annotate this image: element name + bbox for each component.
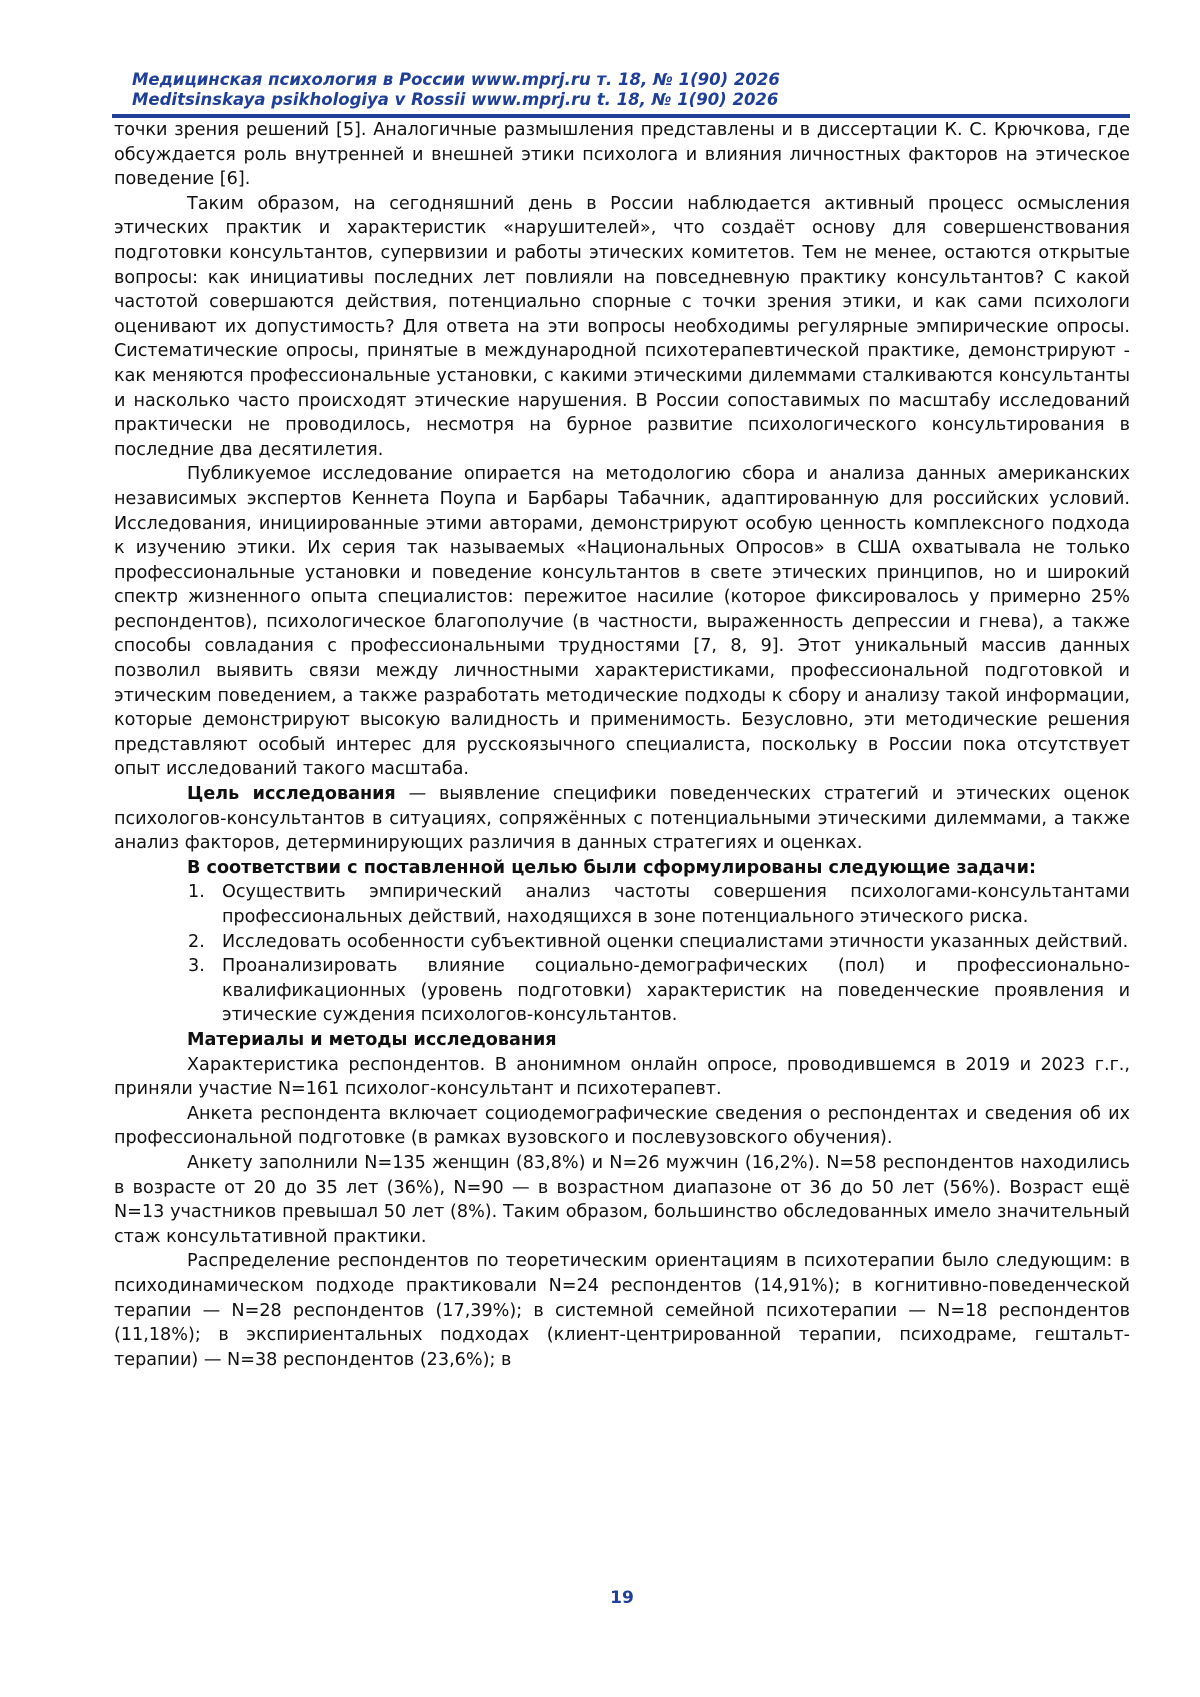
paragraph-context: Таким образом, на сегодняшний день в России наблюдается активный процесс осмысления этических практик и характеристик «нарушителей», что создаёт основу для совершенствования подготовки консультантов, супервизии и работы этических комитетов. Тем не менее, остаются открытые вопросы: как инициативы последних лет повлияли на повседневную практику консультантов? С какой частотой совершаются действия, потенциально спорные с точки зрения этики, и как сами психологи оценивают их допустимость? Для ответа на эти вопросы необходимы регулярные эмпирические опросы. Систематические опросы, принятые в международной психотерапевтической практике, демонстрируют - как меняются профессиональные установки, с какими этическими дилеммами сталкиваются консультанты и насколько часто происходят этические нарушения. В России сопоставимых по масштабу исследований практически не проводилось, несмотря на бурное развитие психологического консультирования в последние два десятилетия. — [114, 193, 1130, 460]
task-text: Проанализировать влияние социально-демографических (пол) и профессионально-квалификационных (уровень подготовки) характеристик на поведенческие проявления и этические суждения психологов-консультантов. — [222, 956, 1130, 1026]
page-number: 19 — [610, 1588, 634, 1608]
task-text: Осуществить эмпирический анализ частоты совершения психологами-консультантами профессиональных действий, находящихся в зоне потенциального этического риска. — [222, 882, 1130, 927]
tasks-heading: В соответствии с поставленной целью были сформулированы следующие задачи: — [187, 857, 1036, 878]
task-number: 2. — [188, 931, 205, 952]
paragraph-goal — [114, 782, 1130, 856]
task-number: 1. — [188, 882, 205, 903]
paragraph-respondents: Характеристика респондентов. В анонимном онлайн опросе, проводившемся в 2019 и 2023 г.г., приняли участие N=161 психолог-консультант и психотерапевт. — [114, 1054, 1130, 1100]
task-item — [114, 880, 1130, 929]
goal-text: — выявление специфики поведенческих стратегий и этических оценок психологов-консультантов в ситуациях, сопряжённых с потенциальными этическими дилеммами, а также анализ факторов, детерминирующих различия в данных стратегиях и оценках. — [114, 784, 1131, 854]
paragraph-continuation: точки зрения решений [5]. Аналогичные размышления представлены и в диссертации К. С. Крючкова, где обсуждается роль внутренней и внешней этики психолога и влияния личностных факторов на этическое поведение [6]. — [114, 120, 1130, 190]
paragraph-demographics: Анкету заполнили N=135 женщин (83,8%) и N=26 мужчин (16,2%). N=58 респондентов находились в возрасте от 20 до 35 лет (36%), N=90 — в возрастном диапазоне от 36 до 50 лет (56%). Возраст ещё N=13 участников превышал 50 лет (8%). Таким образом, большинство обследованных имело значительный стаж консультативной практики. — [114, 1152, 1130, 1247]
task-text: Исследовать особенности субъективной оценки специалистами этичности указанных действий. — [222, 931, 1129, 952]
paragraph-orientations: Распределение респондентов по теоретическим ориентациям в психотерапии было следующим: в психодинамическом подходе практиковали N=24 респондентов (14,91%); в когнитивно-поведенческой терапии — N=28 респондентов (17,39%); в системной семейной психотерапии — N=18 респондентов (11,18%); в экспириентальных подходах (клиент-центрированной терапии, психодраме, гештальт-терапии) — N=38 респондентов (23,6%); в — [114, 1251, 1130, 1370]
task-item — [114, 954, 1130, 1028]
journal-title-ru: Медицинская психология в России www.mprj.ru т. 18, № 1(90) 2026 — [132, 70, 780, 89]
tasks-list — [114, 880, 1130, 1028]
article-body — [114, 118, 1130, 1372]
section-heading-methods: Материалы и методы исследования — [187, 1029, 557, 1050]
paragraph-methodology-source: Публикуемое исследование опирается на методологию сбора и анализа данных американских независимых экспертов Кеннета Поупа и Барбары Табачник, адаптированную для российских условий. Исследования, инициированные этими авторами, демонстрируют особую ценность комплексного подхода к изучению этики. Их серия так называемых «Национальных Опросов» в США охватывала не только профессиональные установки и поведение консультантов в свете этических принципов, но и широкий спектр жизненного опыта специалистов: пережитое насилие (которое фиксировалось у примерно 25% респондентов), психологическое благополучие (в частности, выраженность депрессии и гнева), а также способы совладания с профессиональными трудностями [7, 8, 9]. Этот уникальный массив данных позволил выявить связи между личностными характеристиками, профессиональной подготовкой и этическим поведением, а также разработать методические подходы к сбору и анализу такой информации, которые демонстрируют высокую валидность и применимость. Безусловно, эти методические решения представляют особый интерес для русскоязычного специалиста, поскольку в России пока отсутствует опыт исследований такого масштаба. — [114, 464, 1130, 780]
paragraph-questionnaire: Анкета респондента включает социодемографические сведения о респондентах и сведения об их профессиональной подготовке (в рамках вузовского и послевузовского обучения). — [114, 1103, 1130, 1149]
task-number: 3. — [188, 956, 205, 977]
journal-header — [132, 70, 1132, 110]
goal-label: Цель исследования — [187, 784, 396, 805]
task-item — [114, 930, 1130, 955]
journal-title-translit: Meditsinskaya psikhologiya v Rossii www.mprj.ru t. 18, № 1(90) 2026 — [132, 90, 779, 109]
